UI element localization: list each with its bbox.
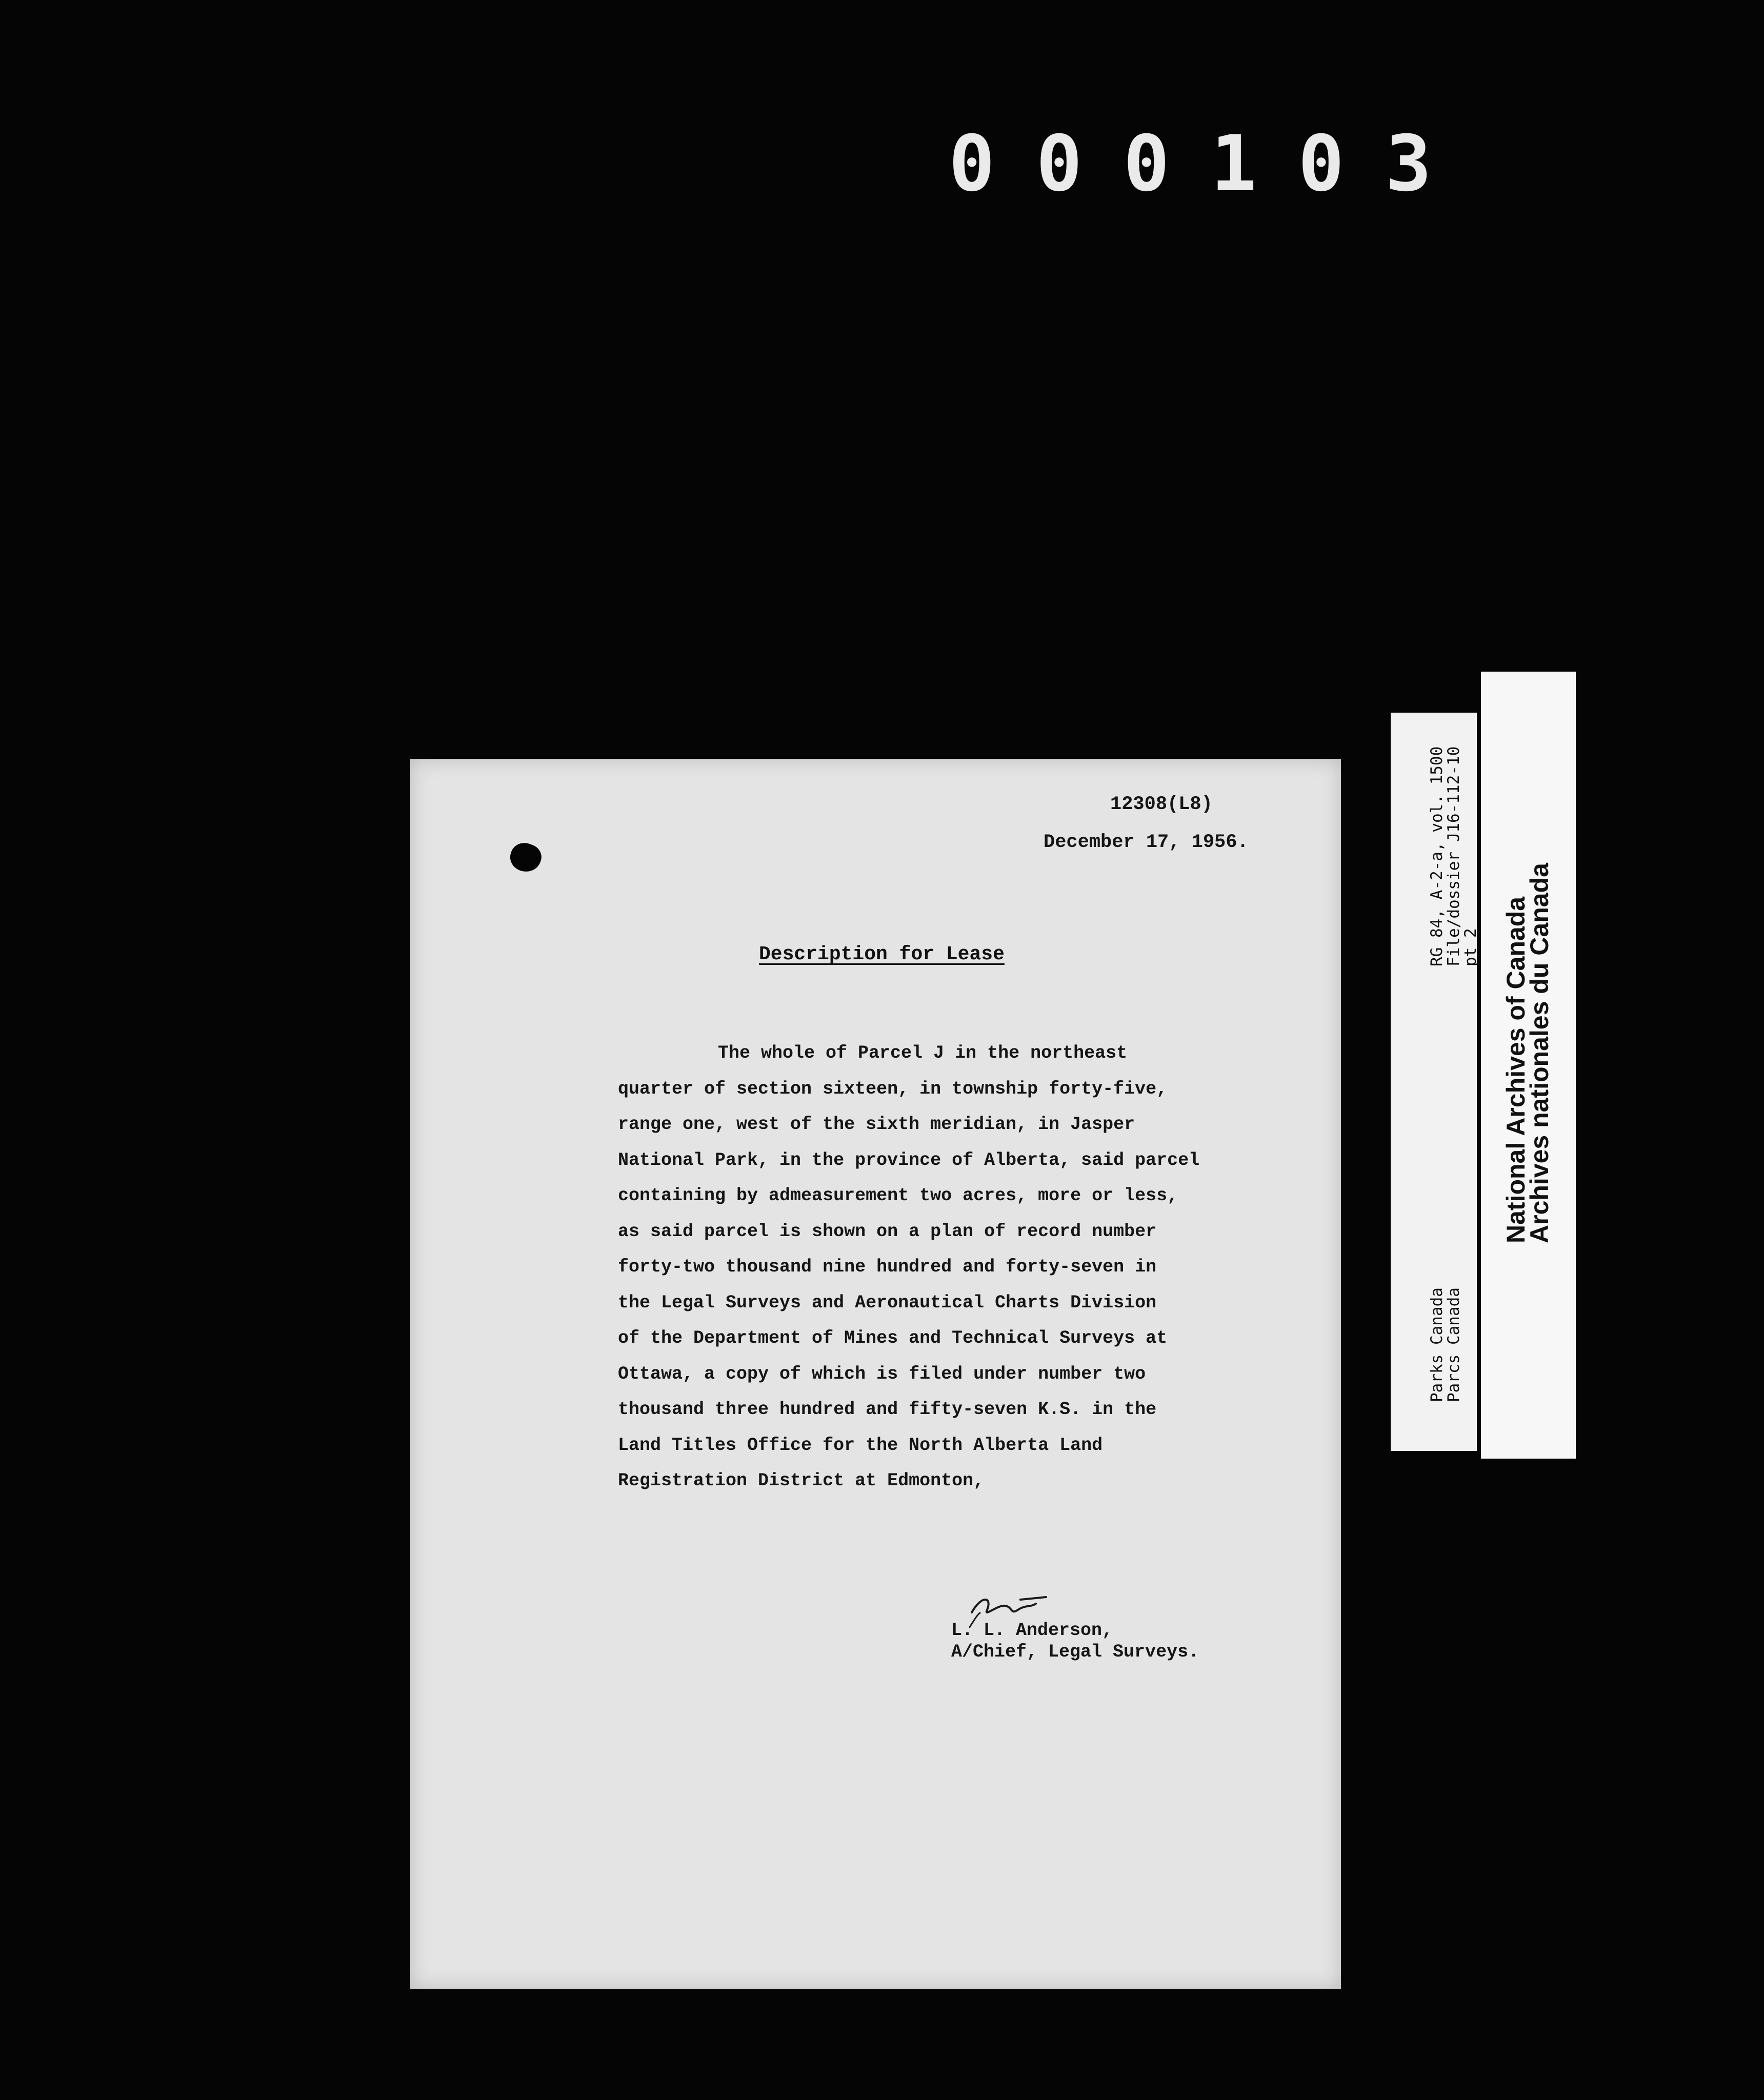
body-line: Registration District at Edmonton, <box>618 1470 985 1491</box>
body-line: quarter of section sixteen, in township forty-five, <box>618 1078 1168 1099</box>
archive-name-fr: Archives nationales du Canada <box>1525 863 1554 1243</box>
body-paragraph <box>618 1036 1285 1499</box>
body-line: The whole of Parcel J in the northeast <box>718 1043 1128 1063</box>
body-line: of the Department of Mines and Technical Surveys at <box>618 1328 1168 1348</box>
archive-name-en: National Archives of Canada <box>1501 896 1530 1243</box>
document-page <box>410 759 1341 1989</box>
archive-reference-line: pt 2 <box>1461 928 1480 966</box>
body-line: as said parcel is shown on a plan of record number <box>618 1221 1157 1242</box>
signer-title: A/Chief, Legal Surveys. <box>951 1642 1199 1662</box>
archive-institution-label <box>1481 672 1576 1459</box>
archive-reference-label <box>1391 713 1480 1451</box>
body-line: Ottawa, a copy of which is filed under number two <box>618 1363 1146 1384</box>
document-date: December 17, 1956. <box>1044 832 1249 853</box>
document-title: Description for Lease <box>759 943 1005 965</box>
signer-name: L. L. Anderson, <box>951 1620 1113 1641</box>
agency-name-en: Parks Canada <box>1428 1287 1446 1402</box>
archive-reference-line: File/dossier J16-112-10 <box>1445 746 1463 966</box>
agency-name-fr: Parcs Canada <box>1445 1287 1463 1402</box>
body-line: range one, west of the sixth meridian, in Jasper <box>618 1114 1135 1135</box>
body-line: thousand three hundred and fifty-seven K.S. in the <box>618 1399 1157 1420</box>
body-line: National Park, in the province of Alberta, said parcel <box>618 1149 1200 1170</box>
punch-hole <box>506 839 545 876</box>
body-line: forty-two thousand nine hundred and forty-seven in <box>618 1257 1157 1277</box>
reference-number: 12308(L8) <box>1110 794 1213 815</box>
body-line: Land Titles Office for the North Alberta Land <box>618 1435 1103 1456</box>
archive-reference-line: RG 84, A-2-a, vol. 1500 <box>1428 746 1446 966</box>
body-line: the Legal Surveys and Aeronautical Charts Division <box>618 1292 1157 1313</box>
frame-number: 000103 <box>949 119 1473 209</box>
body-line: containing by admeasurement two acres, more or less, <box>618 1185 1178 1206</box>
